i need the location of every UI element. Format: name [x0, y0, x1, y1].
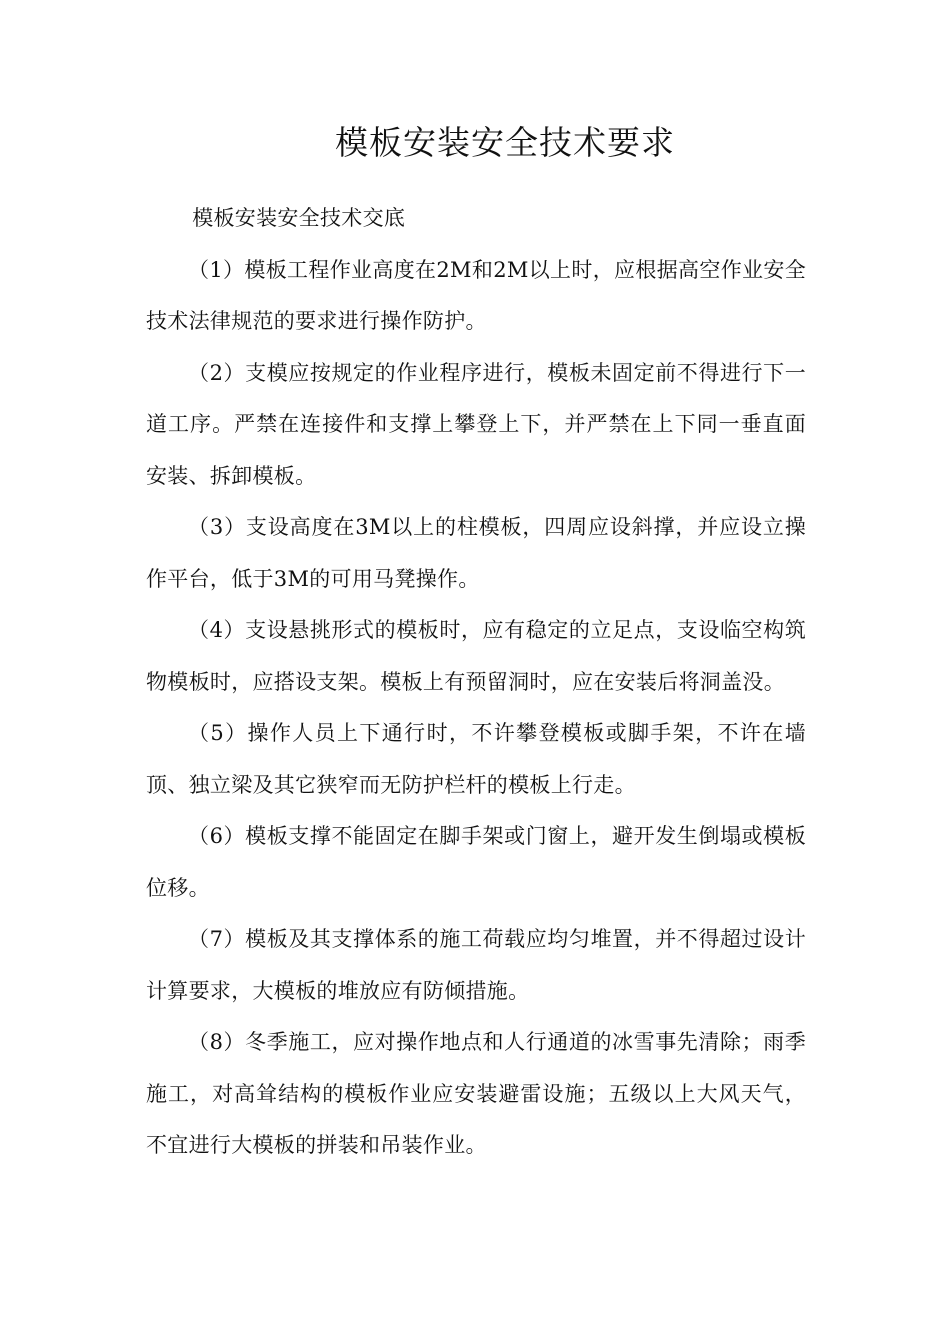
paragraph-6: （6）模板支撑不能固定在脚手架或门窗上，避开发生倒塌或模板位移。: [146, 824, 806, 900]
paragraph-8: （8）冬季施工，应对操作地点和人行通道的冰雪事先清除；雨季施工，对高耸结构的模板作业应安装避雷设施；五级以上大风天气，不宜进行大模板的拼装和吊装作业。: [146, 1030, 806, 1157]
intro-line: 模板安装安全技术交底: [192, 206, 406, 230]
document-body: [146, 193, 806, 1172]
page-title: 模板安装安全技术要求: [335, 123, 675, 162]
paragraph-7: （7）模板及其支撑体系的施工荷载应均匀堆置，并不得超过设计计算要求，大模板的堆放应有防倾措施。: [146, 927, 806, 1003]
paragraph-4: （4）支设悬挑形式的模板时，应有稳定的立足点，支设临空构筑物模板时，应搭设支架。模板上有预留洞时，应在安装后将洞盖没。: [146, 618, 806, 694]
paragraph-5: （5）操作人员上下通行时，不许攀登模板或脚手架，不许在墙顶、独立梁及其它狭窄而无防护栏杆的模板上行走。: [146, 721, 806, 797]
paragraph-3: （3）支设高度在3M以上的柱模板，四周应设斜撑，并应设立操作平台，低于3M的可用马凳操作。: [146, 515, 806, 591]
paragraph-1: （1）模板工程作业高度在2M和2M以上时，应根据高空作业安全技术法律规范的要求进行操作防护。: [146, 257, 806, 333]
paragraph-2: （2）支模应按规定的作业程序进行，模板未固定前不得进行下一道工序。严禁在连接件和支撑上攀登上下，并严禁在上下同一垂直面安装、拆卸模板。: [146, 360, 806, 488]
